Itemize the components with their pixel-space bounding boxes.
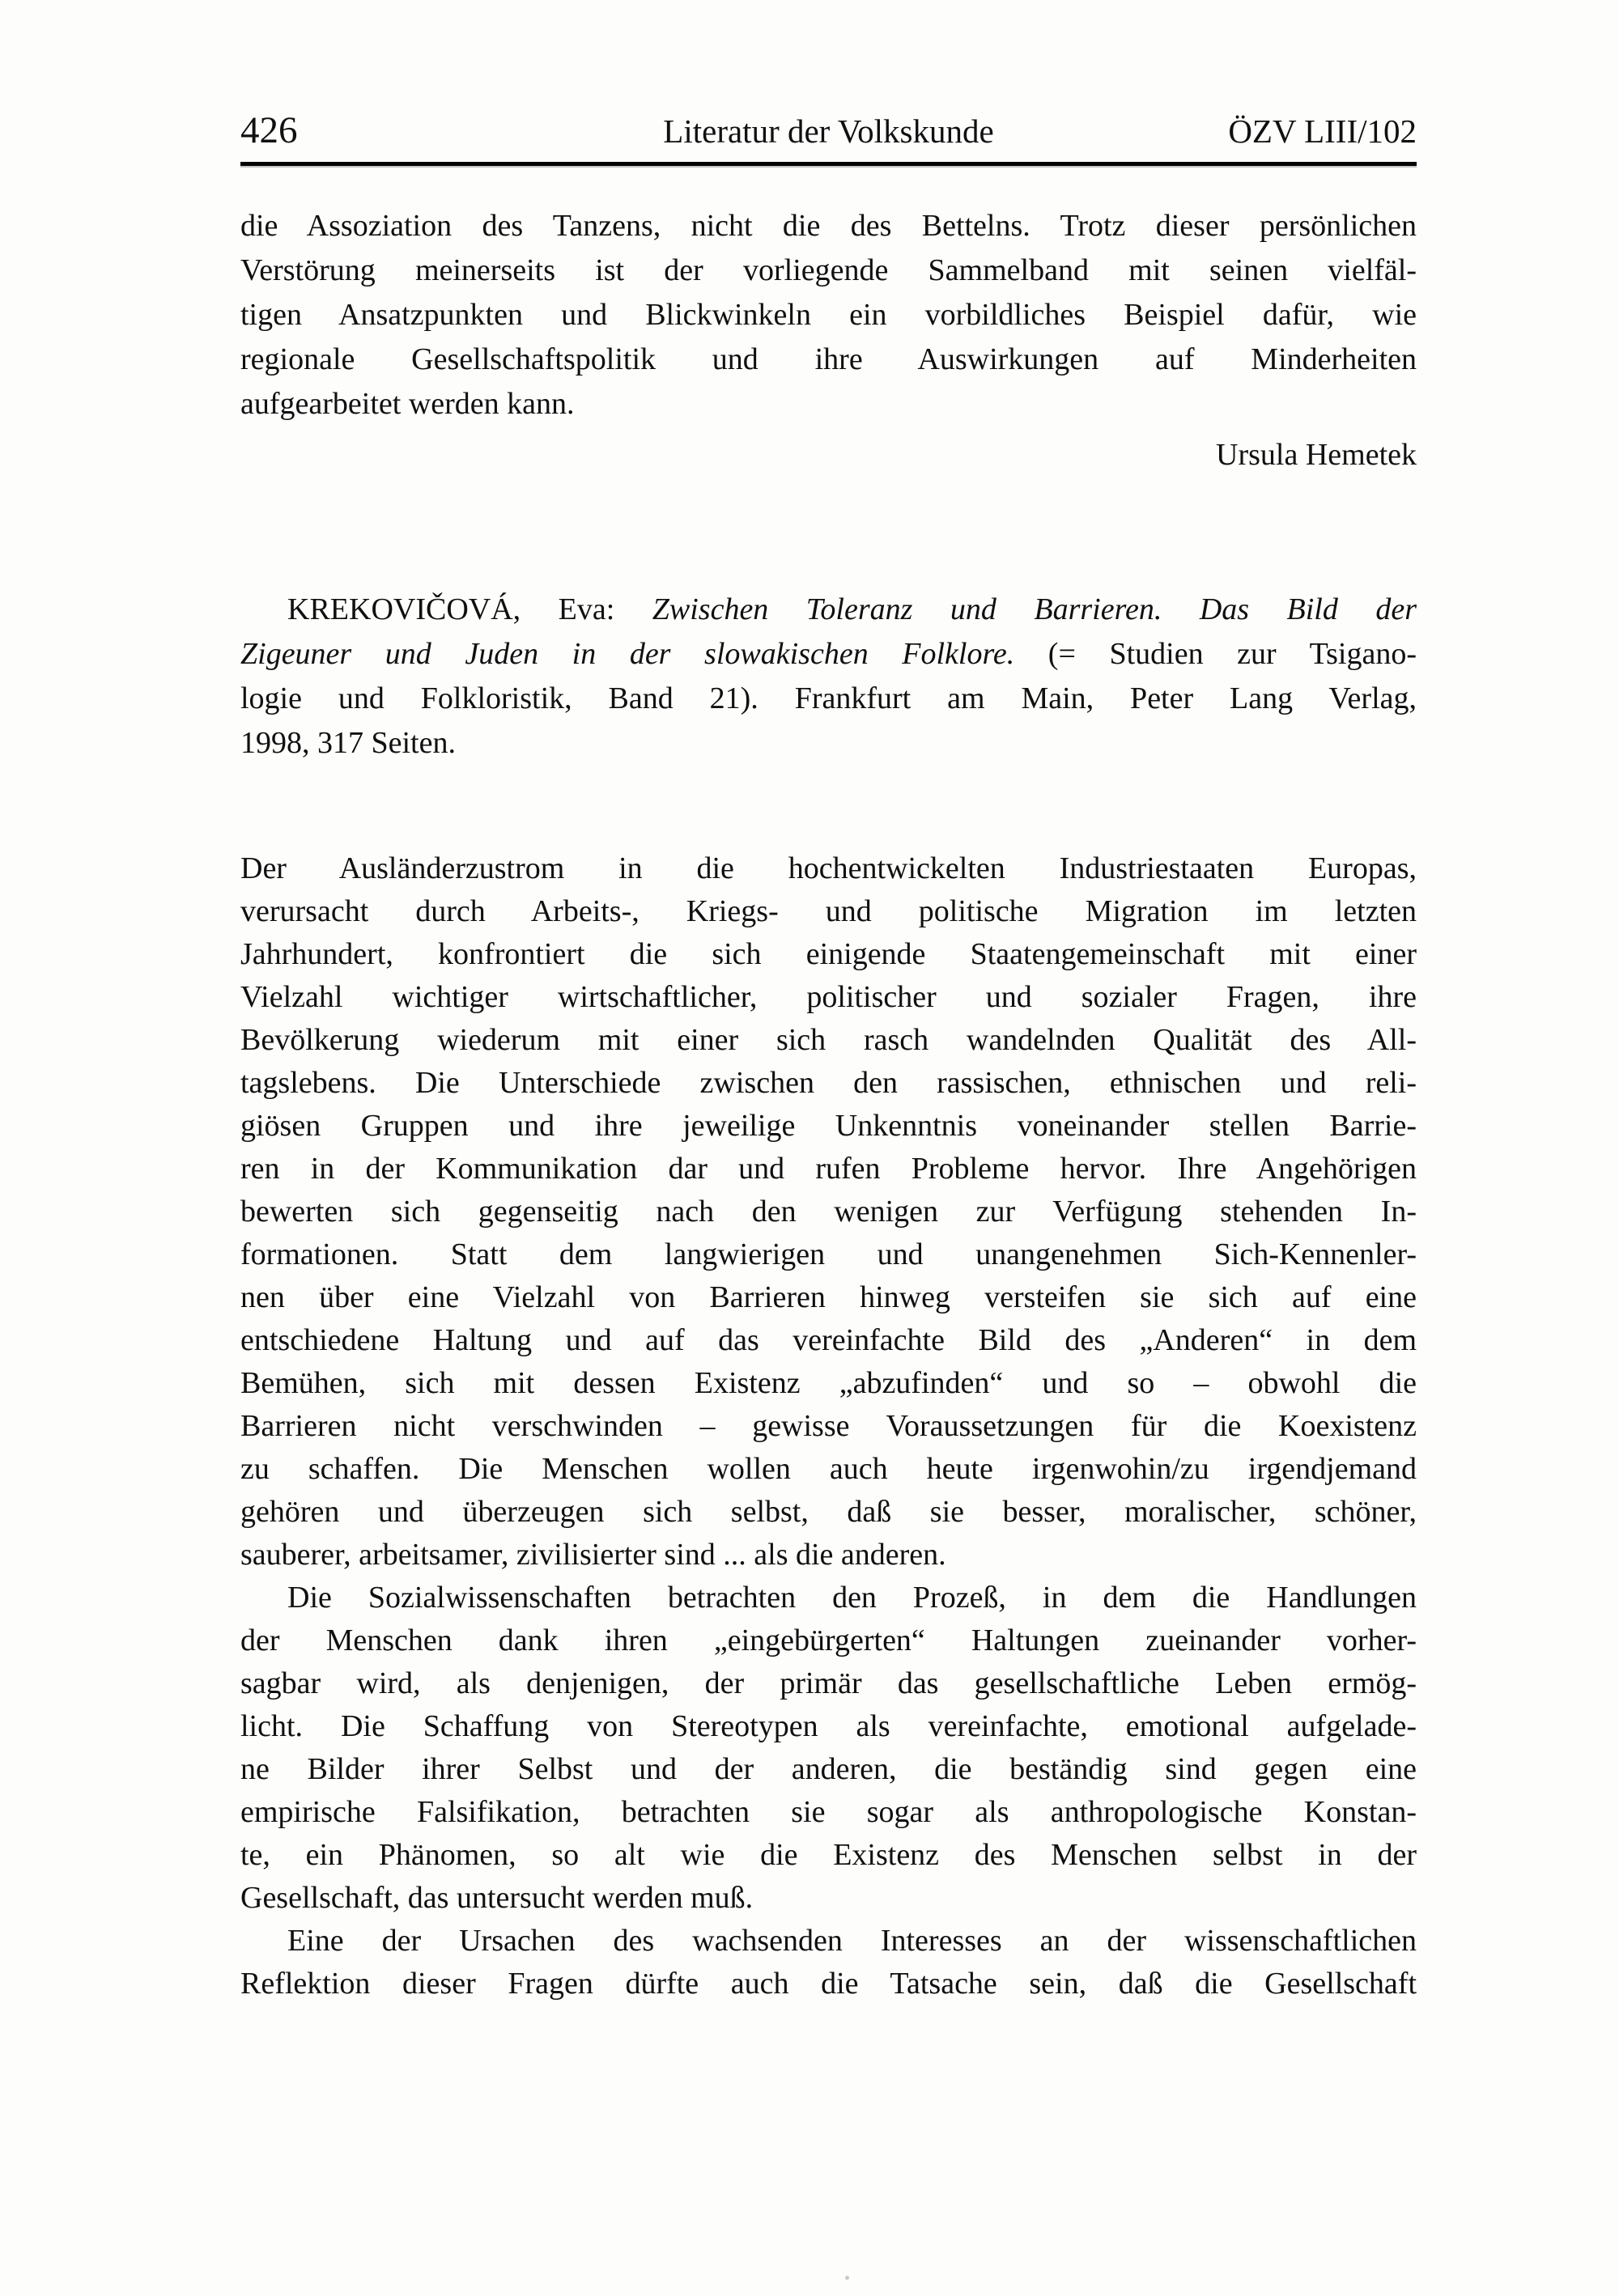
text-segment: tagslebens. Die Unterschiede zwischen den rassischen, ethnischen und reli- [240, 1066, 1417, 1100]
text-segment: empirische Falsifikation, betrachten sie sogar als anthropologische Konstan- [240, 1795, 1417, 1829]
text-segment: nen über eine Vielzahl von Barrieren hinweg versteifen sie sich auf eine [240, 1280, 1417, 1314]
text-segment: der Menschen dank ihren „eingebürgerten“ Haltungen zueinander vorher- [240, 1623, 1417, 1657]
text-line [240, 1319, 1417, 1362]
page-header [240, 109, 1417, 151]
text-segment: Verstörung meinerseits ist der vorliegende Sammelband mit seinen vielfäl- [240, 253, 1417, 287]
text-segment: (= Studien zur Tsigano- [1014, 637, 1417, 671]
text-line [240, 1748, 1417, 1791]
text-line [240, 632, 1417, 677]
text-line [240, 1491, 1417, 1534]
review-continuation-paragraph [240, 204, 1417, 427]
text-segment: die Assoziation des Tanzens, nicht die des Bettelns. Trotz dieser persönlichen [240, 209, 1417, 243]
text-segment: Barrieren nicht verschwinden – gewisse Voraussetzungen für die Koexistenz [240, 1409, 1417, 1443]
running-title: Literatur der Volkskunde [663, 112, 994, 150]
text-segment: logie und Folkloristik, Band 21). Frankfurt am Main, Peter Lang Verlag, [240, 681, 1417, 715]
text-segment: verursacht durch Arbeits-, Kriegs- und politische Migration im letzten [240, 894, 1417, 928]
text-segment: gehören und überzeugen sich selbst, daß sie besser, moralischer, schöner, [240, 1495, 1417, 1529]
text-line [240, 337, 1417, 382]
page-number: 426 [240, 109, 298, 151]
text-segment: Die Sozialwissenschaften betrachten den Prozeß, in dem die Handlungen [287, 1581, 1417, 1615]
text-line [240, 677, 1417, 721]
text-line [240, 721, 1417, 766]
text-segment: Reflektion dieser Fragen dürfte auch die Tatsache sein, daß die Gesellschaft [240, 1967, 1417, 2001]
text-segment: bewerten sich gegenseitig nach den wenigen zur Verfügung stehenden In- [240, 1195, 1417, 1229]
text-segment: Bevölkerung wiederum mit einer sich rasch wandelnden Qualität des All- [240, 1023, 1417, 1057]
text-segment: licht. Die Schaffung von Stereotypen als vereinfachte, emotional aufgelade- [240, 1709, 1417, 1743]
text-line [240, 382, 1417, 427]
text-line [240, 1577, 1417, 1619]
journal-issue-label: ÖZV LIII/102 [1228, 112, 1417, 150]
text-line [240, 890, 1417, 933]
text-segment: 1998, 317 Seiten. [240, 726, 456, 760]
reviewer-signature [240, 433, 1417, 477]
text-line [240, 1233, 1417, 1276]
text-line [240, 1662, 1417, 1705]
text-segment: sauberer, arbeitsamer, zivilisierter sind ... als die anderen. [240, 1538, 946, 1572]
text-segment: Bemühen, sich mit dessen Existenz „abzufinden“ und so – obwohl die [240, 1366, 1417, 1400]
bibliographic-entry [240, 588, 1417, 766]
text-segment: ren in der Kommunikation dar und rufen Probleme hervor. Ihre Angehörigen [240, 1152, 1417, 1186]
text-line [240, 1705, 1417, 1748]
text-segment: ne Bilder ihrer Selbst und der anderen, die beständig sind gegen eine [240, 1752, 1417, 1786]
text-segment: Jahrhundert, konfrontiert die sich einigende Staatengemeinschaft mit einer [240, 937, 1417, 971]
text-line [240, 1148, 1417, 1190]
text-line [240, 293, 1417, 337]
text-line [240, 1276, 1417, 1319]
text-segment: giösen Gruppen und ihre jeweilige Unkenntnis voneinander stellen Barrie- [240, 1109, 1417, 1143]
text-line [240, 1534, 1417, 1577]
text-line [240, 1062, 1417, 1105]
text-segment: Eine der Ursachen des wachsenden Interesses an der wissenschaftlichen [287, 1924, 1417, 1958]
text-line [240, 1963, 1417, 2005]
text-line [240, 433, 1417, 477]
text-line [240, 1362, 1417, 1405]
text-line [240, 1190, 1417, 1233]
text-segment: Gesellschaft, das untersucht werden muß. [240, 1881, 754, 1915]
text-line [240, 933, 1417, 976]
text-segment: te, ein Phänomen, so alt wie die Existenz des Menschen selbst in der [240, 1838, 1417, 1872]
text-segment: Der Ausländerzustrom in die hochentwickelten Industriestaaten Europas, [240, 851, 1417, 885]
text-line [240, 1105, 1417, 1148]
text-segment: regionale Gesellschaftspolitik und ihre Auswirkungen auf Minderheiten [240, 342, 1417, 376]
text-segment: entschiedene Haltung und auf das vereinfachte Bild des „Anderen“ in dem [240, 1323, 1417, 1357]
text-line [240, 1791, 1417, 1834]
text-line [240, 847, 1417, 890]
text-segment: Ursula Hemetek [1216, 438, 1417, 472]
text-segment: Vielzahl wichtiger wirtschaftlicher, politischer und sozialer Fragen, ihre [240, 980, 1417, 1014]
text-line [240, 1448, 1417, 1491]
text-line [240, 1877, 1417, 1920]
text-line [240, 1920, 1417, 1963]
text-segment: KREKOVIČOVÁ, Eva: [287, 592, 652, 626]
text-segment: formationen. Statt dem langwierigen und unangenehmen Sich-Kennenler- [240, 1237, 1417, 1271]
italic-text-segment: Zwischen Toleranz und Barrieren. Das Bild der [652, 592, 1417, 626]
text-line [240, 1834, 1417, 1877]
text-line [240, 1619, 1417, 1662]
text-segment: sagbar wird, als denjenigen, der primär das gesellschaftliche Leben ermög- [240, 1666, 1417, 1700]
text-line [240, 1405, 1417, 1448]
scan-artifact-speck [845, 2276, 849, 2280]
text-line [240, 248, 1417, 293]
header-rule [240, 162, 1417, 166]
text-segment: tigen Ansatzpunkten und Blickwinkeln ein vorbildliches Beispiel dafür, wie [240, 298, 1417, 332]
italic-text-segment: Zigeuner und Juden in der slowakischen Folklore. [240, 637, 1015, 671]
text-line [240, 204, 1417, 248]
text-line [240, 588, 1417, 632]
text-line [240, 976, 1417, 1019]
text-line [240, 1019, 1417, 1062]
text-segment: zu schaffen. Die Menschen wollen auch heute irgenwohin/zu irgendjemand [240, 1452, 1417, 1486]
text-segment: aufgearbeitet werden kann. [240, 387, 575, 421]
review-body [240, 847, 1417, 2005]
